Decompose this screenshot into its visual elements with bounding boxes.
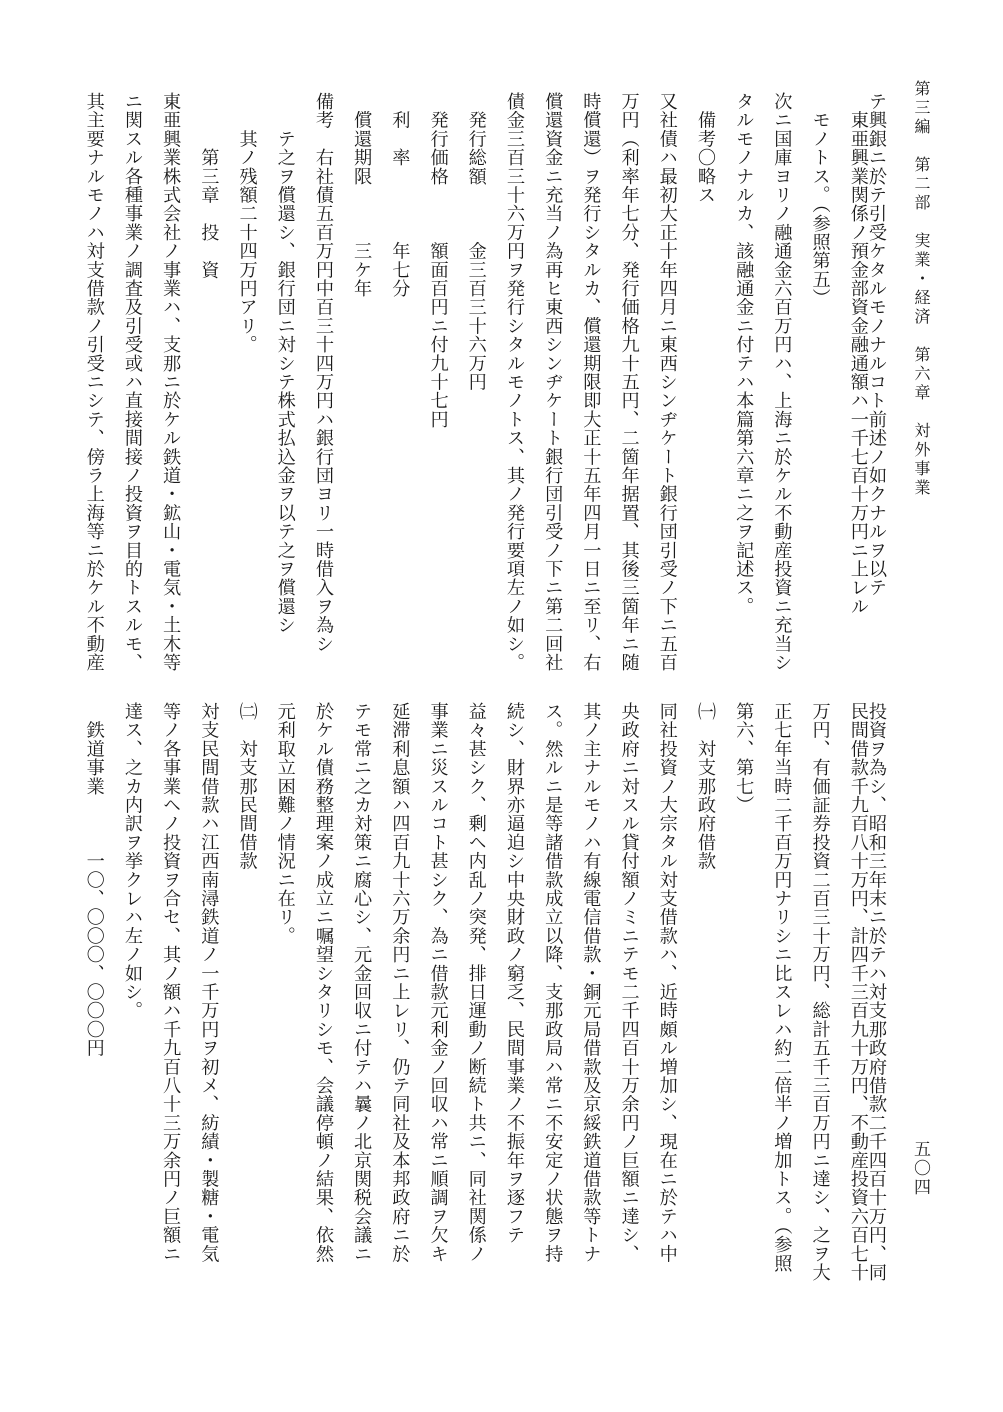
text-column: 備考〇略ス: [694, 92, 716, 205]
text-column: 万円（利率年七分、発行価格九十五円、二箇年据置、其後三箇年ニ随: [618, 92, 640, 672]
text-column: 投資ヲ為シ、昭和三年末ニ於テハ対支那政府借款二千四百十万円、同: [866, 702, 887, 1282]
text-column: 続シ、財界亦逼迫シ中央財政ノ窮乏、民間事業ノ不振年ヲ逐フテ: [503, 702, 525, 1245]
text-column: 事業ニ災スルコト甚シク、為ニ借款元利金ノ回収ハ常ニ順調ヲ欠キ: [427, 702, 449, 1263]
text-column: 又社債ハ最初大正十年四月ニ東西シンヂケート銀行団引受ノ下ニ五百: [656, 92, 678, 672]
text-column: 償還資金ニ充当ノ為再ヒ東西シンヂケート銀行団引受ノ下ニ第二回社: [542, 92, 564, 672]
text-column: 次ニ国庫ヨリノ融通金六百万円ハ、上海ニ於ケル不動産投資ニ充当シ: [771, 92, 793, 672]
text-column: テ之ヲ償還シ、銀行団ニ対シテ株式払込金ヲ以テ之ヲ償還シ: [274, 92, 296, 635]
text-column: 延滞利息額ハ四百九十六万余円ニ上レリ、仍テ同社及本邦政府ニ於: [389, 702, 411, 1263]
text-column: 発行価格 額面百円ニ付九十七円: [427, 92, 449, 429]
text-column: 万円、有価証券投資二百三十万円、総計五千三百万円ニ達シ、之ヲ大: [809, 702, 831, 1282]
text-column: 時償還）ヲ発行シタルカ、償還期限即大正十五年四月一日ニ至リ、右: [580, 92, 602, 672]
text-column: 民間借款千九百八十万円、計四千三百九十万円、不動産投資六百七十: [847, 702, 869, 1282]
text-column: 益々甚シク、剰ヘ内乱ノ突発、排日運動ノ断続ト共ニ、同社関係ノ: [465, 702, 487, 1263]
text-column: 正七年当時二千百万円ナリシニ比スレハ約二倍半ノ増加トス。（参照: [771, 702, 793, 1273]
text-column: 元利取立困難ノ情況ニ在リ。: [274, 702, 296, 946]
text-column: ㈠ 対支那政府借款: [694, 702, 716, 871]
text-column: モノトス。（参照第五）: [809, 92, 831, 308]
text-column: 東亜興業株式会社ノ事業ハ、支那ニ於ケル鉄道・鉱山・電気・土木等: [160, 92, 182, 672]
text-column: ニ関スル各種事業ノ調査及引受或ハ直接間接ノ投資ヲ目的トスルモ、: [121, 92, 143, 672]
text-column: 発行総額 金三百三十六万円: [465, 92, 487, 392]
running-header: 第三編 第二部 実業・経済 第六章 対外事業: [912, 80, 931, 498]
text-column: 第三章 投 資: [198, 92, 220, 279]
text-column: テモ常ニ之カ対策ニ腐心シ、元金回収ニ付テハ曩ノ北京関税会議ニ: [351, 702, 373, 1263]
text-column: 於ケル債務整理案ノ成立ニ嘱望シタリシモ、会議停頓ノ結果、依然: [312, 702, 334, 1263]
text-column: 東亜興業関係ノ預金部資金融通額ハ一千七百十万円ニ上レル: [847, 92, 869, 616]
text-column: 債金三百三十六万円ヲ発行シタルモノトス、其ノ発行要項左ノ如シ。: [503, 92, 525, 672]
page-number: 五〇四: [910, 1140, 930, 1197]
text-column: テ興銀ニ於テ引受ケタルモノナルコト前述ノ如クナルヲ以テ: [866, 92, 887, 597]
text-column: 第六、第七）: [733, 702, 755, 815]
top-text-block: [65, 92, 885, 692]
text-column: 償還期限 三ケ年: [351, 92, 373, 298]
text-column: 其主要ナルモノハ対支借款ノ引受ニシテ、傍ラ上海等ニ於ケル不動産: [83, 92, 105, 672]
text-column: 其ノ主ナルモノハ有線電信借款・銅元局借款及京綏鉄道借款等トナ: [580, 702, 602, 1263]
text-column: ㈡ 対支那民間借款: [236, 702, 258, 871]
text-column: ス。然ルニ是等諸借款成立以降、支那政局ハ常ニ不安定ノ状態ヲ持: [542, 702, 564, 1263]
text-column: タルモノナルカ、該融通金ニ付テハ本篇第六章ニ之ヲ記述ス。: [733, 92, 755, 616]
text-column: 対支民間借款ハ江西南潯鉄道ノ一千万円ヲ初メ、紡績・製糖・電気: [198, 702, 220, 1263]
text-column: 同社投資ノ大宗タル対支借款ハ、近時頗ル増加シ、現在ニ於テハ中: [656, 702, 678, 1263]
text-column: 鉄道事業 一〇、〇〇〇、〇〇〇円: [83, 702, 105, 1058]
text-column: 等ノ各事業ヘノ投資ヲ合セ、其ノ額ハ千九百八十三万余円ノ巨額ニ: [160, 702, 182, 1263]
text-column: 其ノ残額二十四万円アリ。: [236, 92, 258, 354]
text-column: 央政府ニ対スル貸付額ノミニテモ二千四百十万余円ノ巨額ニ達シ、: [618, 702, 640, 1263]
text-column: 達ス、之カ内訳ヲ挙クレハ左ノ如シ。: [121, 702, 143, 1020]
text-column: 備考 右社債五百万円中百三十四万円ハ銀行団ヨリ一時借入ヲ為シ: [312, 92, 334, 653]
bottom-text-block: [65, 702, 885, 1322]
text-column: 利 率 年七分: [389, 92, 411, 298]
